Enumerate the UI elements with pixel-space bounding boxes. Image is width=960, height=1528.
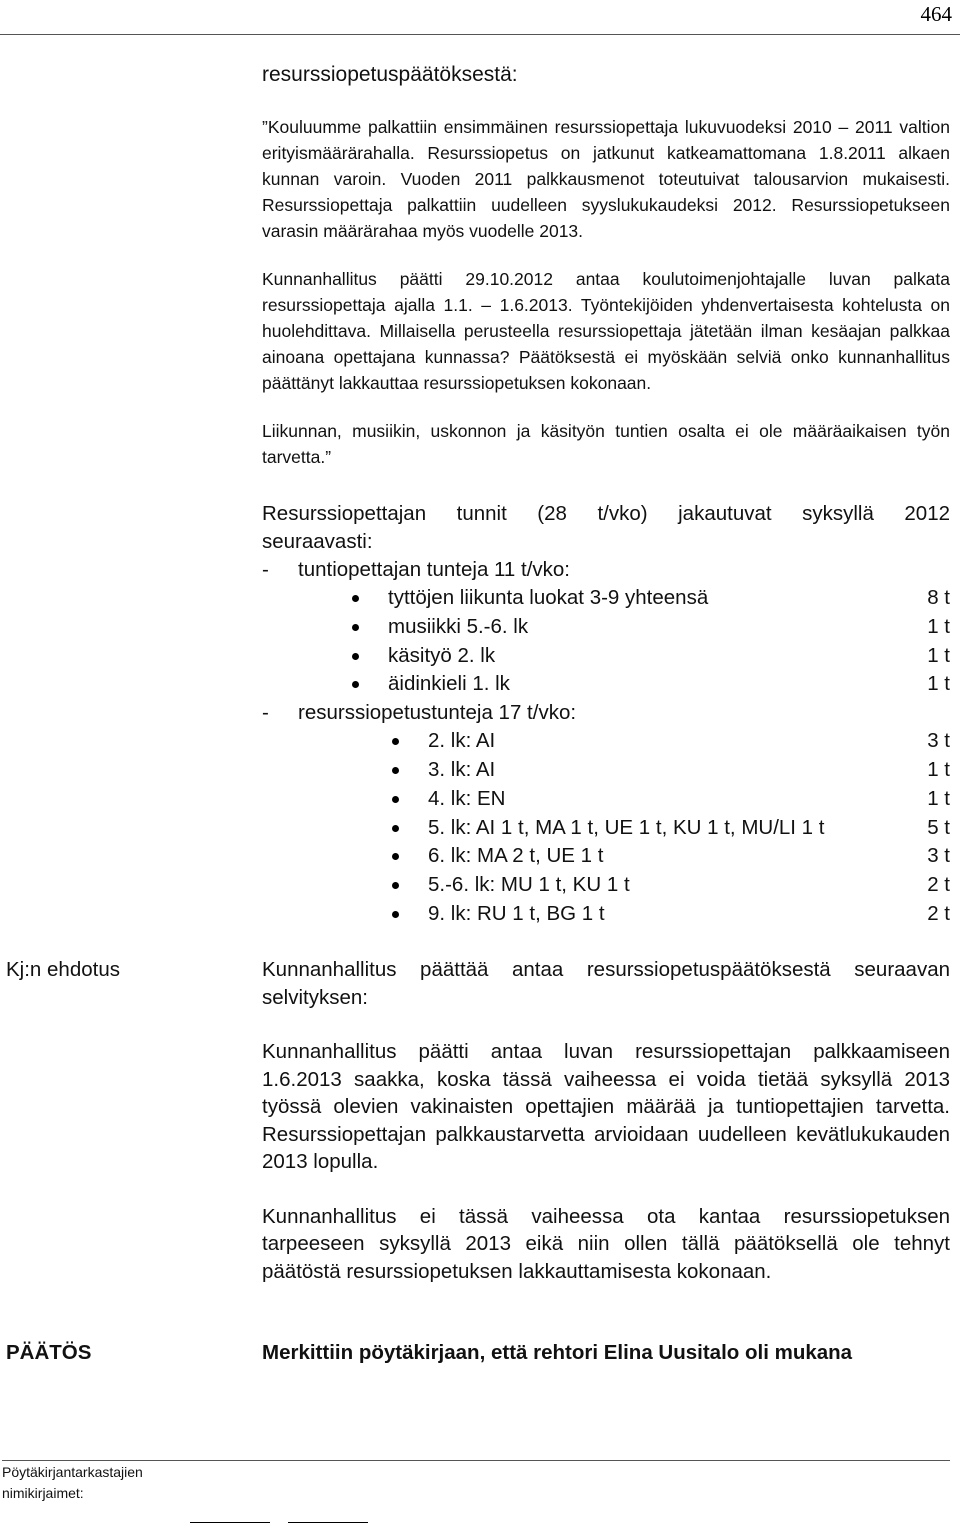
item-hours: 1 t: [927, 643, 950, 667]
bullet-icon: [392, 767, 399, 774]
list-item: [428, 900, 950, 929]
item-hours: 1 t: [927, 786, 950, 810]
bullet-icon: [392, 911, 399, 918]
list-item: [388, 670, 950, 699]
proposal-paragraph-3: Kunnanhallitus ei tässä vaiheessa ota kantaa resurssiopetuksen tarpeeseen syksyllä 2013 eikä niin ollen tällä päätöksellä ole tehnyt päätöstä resurssiopetuksen lakkauttamisesta kokonaan.: [262, 1204, 950, 1283]
quote-paragraph-1: ”Kouluumme palkattiin ensimmäinen resurssiopettaja lukuvuodeksi 2010 – 2011 valtion erityismäärärahalla. Resurssiopetus on jatkunut katkeamattomana 1.8.2011 alkaen kunnan varoin. Vuoden 2011 palkkausmenot toteutuivat talousarvion mukaisesti. Resurssiopettaja palkattiin uudelleen syyslukukaudeksi 2012. Resurssiopetukseen varasin määrärahaa myös vuodelle 2013.: [262, 117, 950, 241]
dash-marker: -: [262, 701, 269, 725]
item-hours: 3 t: [927, 844, 950, 868]
item-label: 5. lk: AI 1 t, MA 1 t, UE 1 t, KU 1 t, MU/LI 1 t: [428, 815, 825, 839]
item-hours: 2 t: [927, 873, 950, 897]
proposal-body: [262, 956, 950, 1285]
list-item: [428, 727, 950, 756]
decision-label: PÄÄTÖS: [6, 1341, 92, 1364]
item-hours: 1 t: [927, 614, 950, 638]
item-label: 5.-6. lk: MU 1 t, KU 1 t: [428, 873, 630, 897]
list-item: [388, 584, 950, 613]
item-label: tyttöjen liikunta luokat 3-9 yhteensä: [388, 586, 709, 609]
item-label: äidinkieli 1. lk: [388, 672, 510, 696]
page-number: 464: [920, 2, 952, 26]
item-label: käsityö 2. lk: [388, 643, 496, 667]
item-label: 3. lk: AI: [428, 757, 496, 781]
list-item: [428, 756, 950, 785]
item-hours: 1 t: [927, 757, 950, 781]
bullet-icon: [352, 681, 359, 688]
dash-marker: -: [262, 558, 269, 581]
item-hours: 1 t: [927, 672, 950, 696]
proposal-label: Kj:n ehdotus: [6, 958, 120, 981]
item-label: 6. lk: MA 2 t, UE 1 t: [428, 844, 604, 868]
hours-intro-line-2: seuraavasti:: [262, 530, 373, 553]
list-item: [428, 814, 950, 843]
section-tuntiopettaja: [262, 556, 950, 584]
item-hours: 2 t: [927, 901, 950, 925]
item-hours: 3 t: [927, 729, 950, 753]
resurssiopetus-list: [262, 727, 950, 929]
proposal-paragraph-1: Kunnanhallitus päättää antaa resurssiopetuspäätöksestä seuraavan selvityksen:: [262, 958, 950, 1009]
bullet-icon: [352, 595, 359, 602]
list-item: [388, 642, 950, 671]
tuntiopettaja-list: [262, 584, 950, 699]
footer-initials-label: [2, 1462, 143, 1504]
proposal-paragraph-2: Kunnanhallitus päätti antaa luvan resurssiopettajan palkkaamiseen 1.6.2013 saakka, koska tässä vaiheessa ei voida tietää syksyllä 2013 työssä olevien vakinaisten opettajien määrää ja tuntiopettajien tarvetta. Resurssiopettajan palkkaustarvetta arvioidaan uudelleen kevätlukukauden 2013 lopulla.: [262, 1040, 950, 1173]
footer-label-line-2: nimikirjaimet:: [2, 1485, 84, 1501]
quote-paragraph-3: Liikunnan, musiikin, uskonnon ja käsityön tuntien osalta ei ole määräaikaisen työn tarvetta.”: [262, 421, 950, 467]
bullet-icon: [392, 825, 399, 832]
list-item: [428, 785, 950, 814]
item-hours: 8 t: [927, 586, 950, 609]
section-resurssiopetus: [262, 699, 950, 727]
hours-intro: [262, 500, 950, 556]
item-label: musiikki 5.-6. lk: [388, 614, 529, 638]
section-title: resurssiopetustunteja 17 t/vko:: [298, 701, 577, 725]
item-label: 9. lk: RU 1 t, BG 1 t: [428, 901, 605, 925]
item-hours: 5 t: [927, 815, 950, 839]
bullet-icon: [392, 738, 399, 745]
bullet-icon: [392, 882, 399, 889]
list-item: [388, 613, 950, 642]
bullet-icon: [352, 624, 359, 631]
main-content: [262, 62, 950, 929]
hours-intro-line-1: Resurssiopettajan tunnit (28 t/vko) jakautuvat syksyllä 2012: [262, 502, 950, 525]
quote-paragraph-2: Kunnanhallitus päätti 29.10.2012 antaa koulutoimenjohtajalle luvan palkata resurssiopettaja ajalla 1.1. – 1.6.2013. Työntekijöiden yhdenvertaisesta kohtelusta on huolehdittava. Millaisella perusteella resurssiopettaja jätetään ilman kesäajan palkkaa ainoana opettajana kunnassa? Päätöksestä ei myöskään selviä onko kunnanhallitus päättänyt lakkauttaa resurssiopetuksen kokonaan.: [262, 269, 950, 393]
signature-line-1: [190, 1522, 270, 1523]
section-title: tuntiopettajan tunteja 11 t/vko:: [298, 558, 571, 581]
header-rule: [0, 34, 960, 35]
section-heading: resurssiopetuspäätöksestä:: [262, 63, 518, 86]
item-label: 4. lk: EN: [428, 786, 506, 810]
bullet-icon: [352, 653, 359, 660]
item-label: 2. lk: AI: [428, 729, 496, 753]
list-item: [428, 842, 950, 871]
signature-line-2: [288, 1522, 368, 1523]
decision-text: Merkittiin pöytäkirjaan, että rehtori Elina Uusitalo oli mukana: [262, 1341, 853, 1364]
footer-rule: [2, 1460, 950, 1461]
footer-label-line-1: Pöytäkirjantarkastajien: [2, 1464, 143, 1480]
bullet-icon: [392, 796, 399, 803]
bullet-icon: [392, 853, 399, 860]
list-item: [428, 871, 950, 900]
